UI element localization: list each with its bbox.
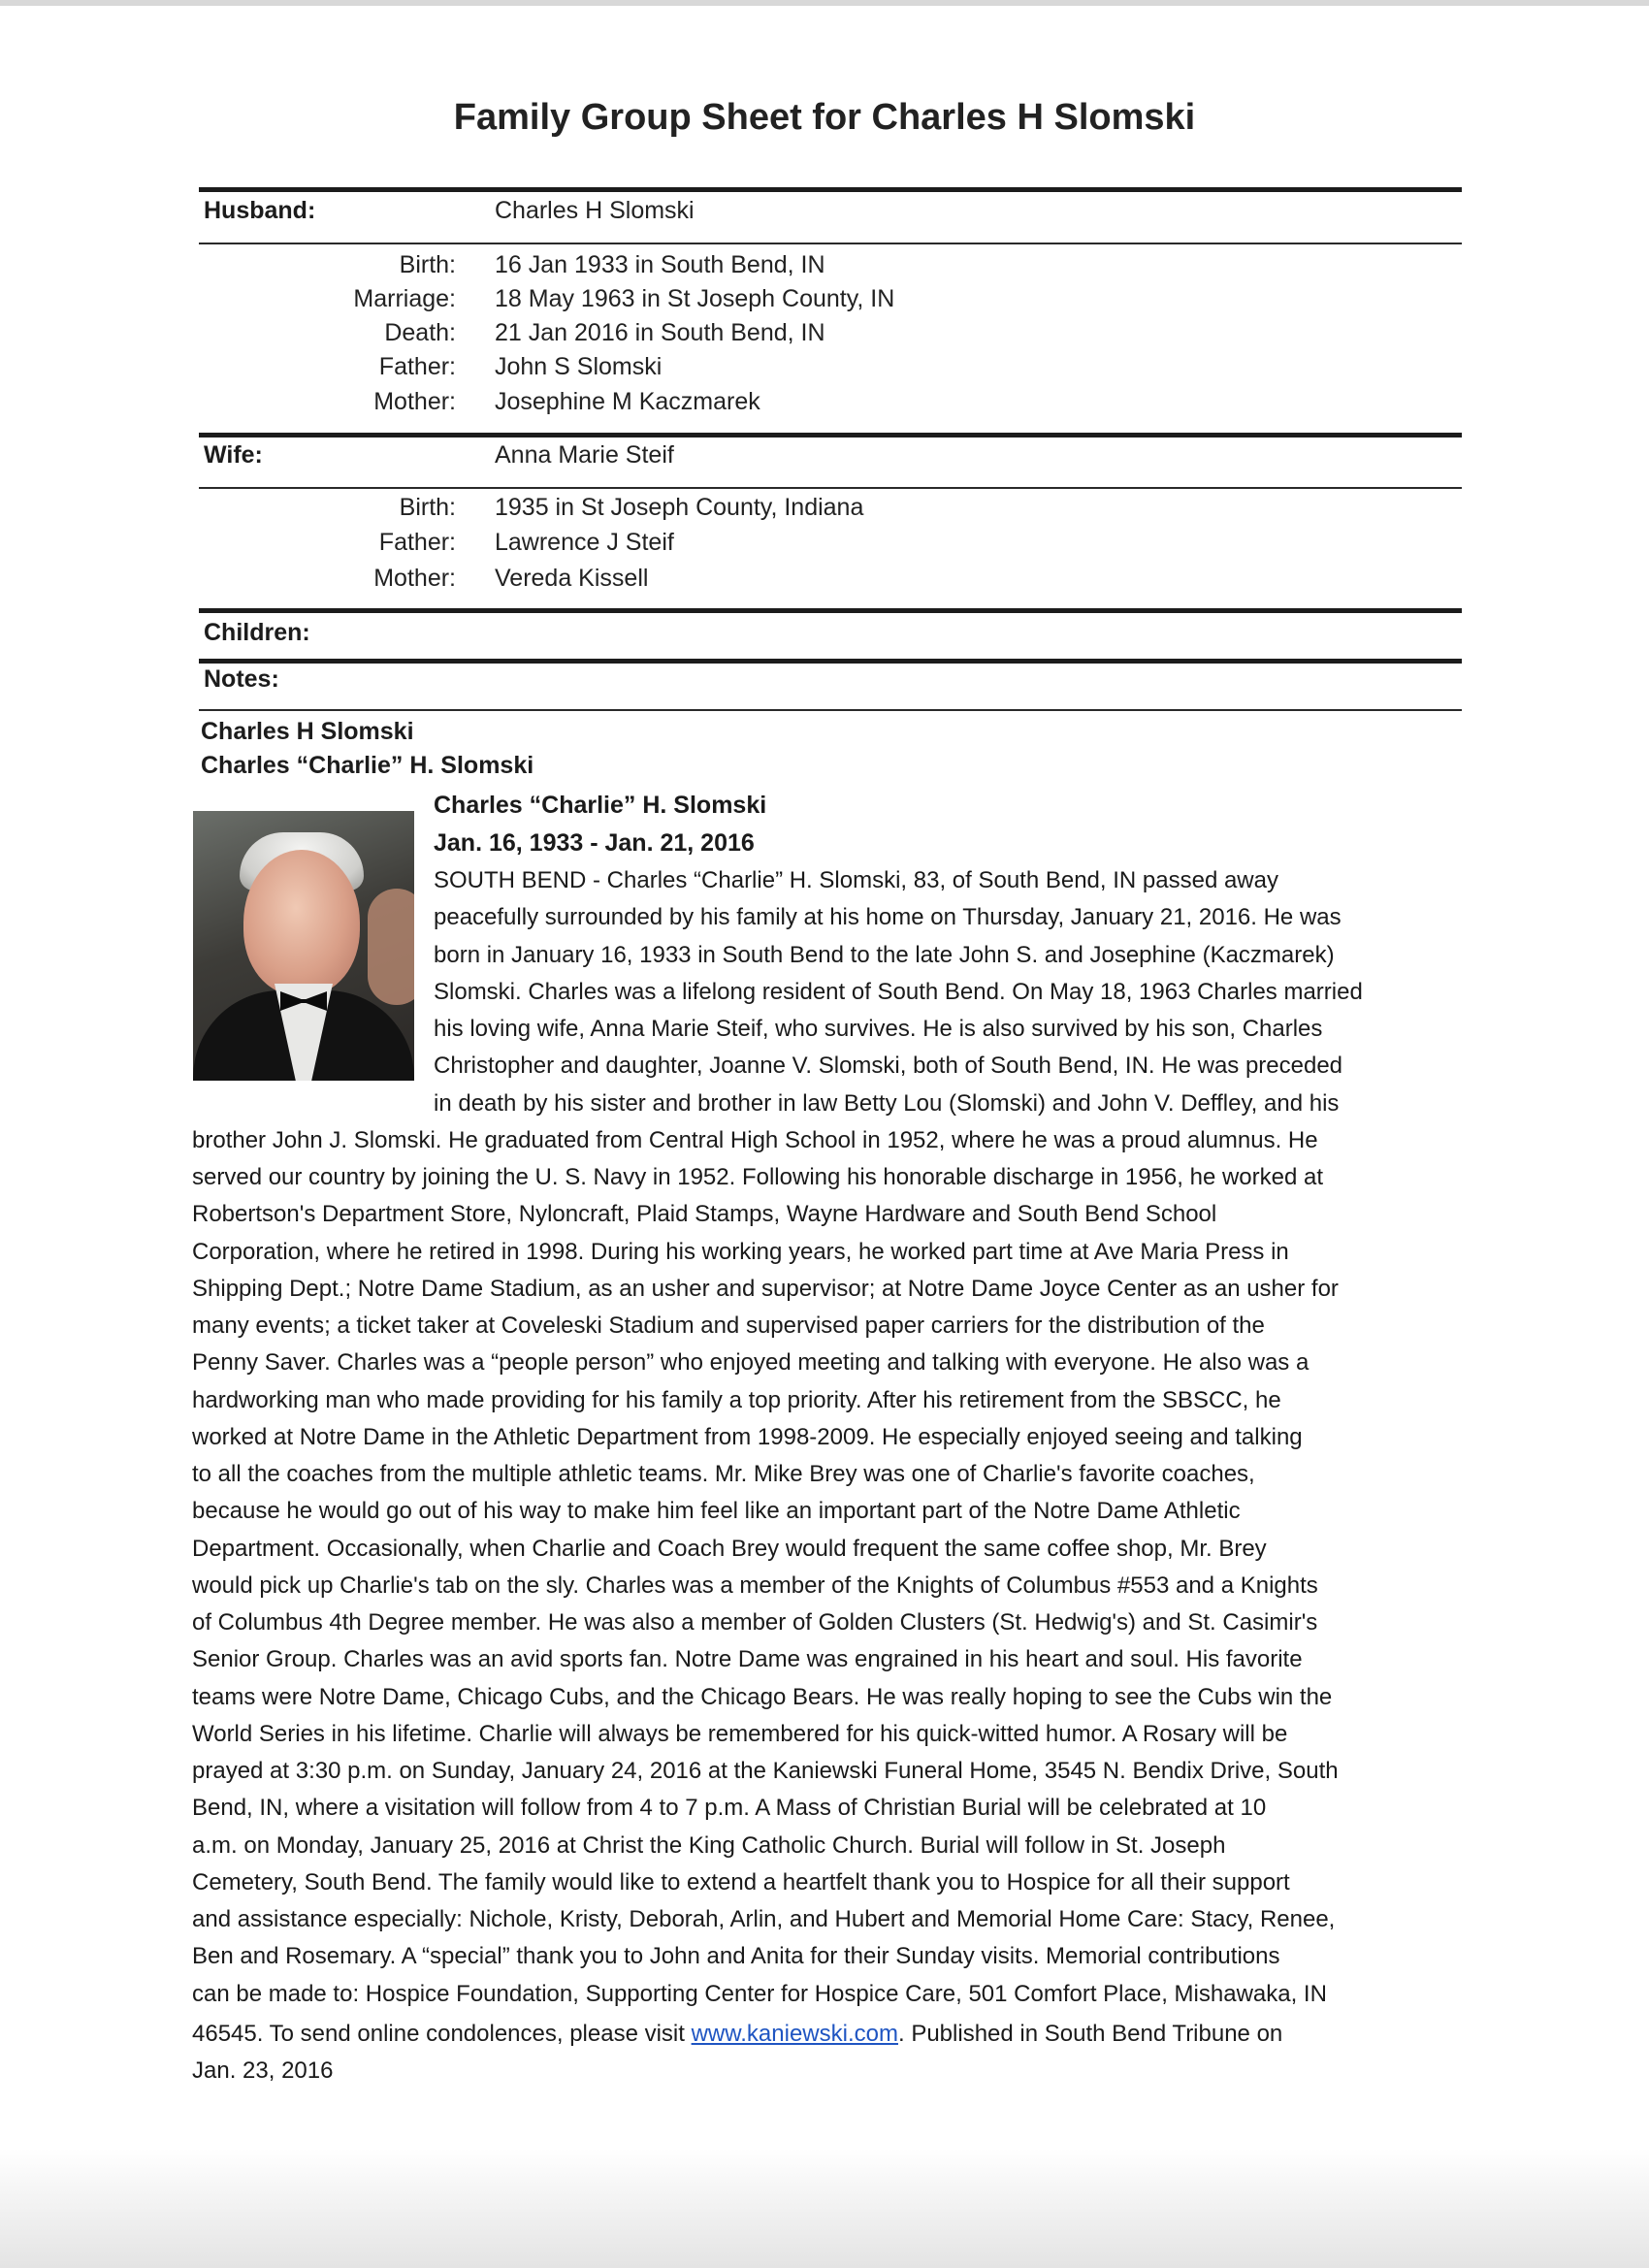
obituary-line: Robertson's Department Store, Nyloncraft, Plaid Stamps, Wayne Hardware and South Bend School [192, 1201, 1217, 1227]
obituary-line: can be made to: Hospice Foundation, Supporting Center for Hospice Care, 501 Comfort Place, Mishawaka, IN [192, 1981, 1327, 2007]
husband-birth-value: 16 Jan 1933 in South Bend, IN [495, 251, 825, 278]
obituary-line: of Columbus 4th Degree member. He was also a member of Golden Clusters (St. Hedwig's) and St. Casimir's [192, 1609, 1318, 1636]
obituary-line: hardworking man who made providing for his family a top priority. After his retirement from the SBSCC, he [192, 1387, 1281, 1413]
obituary-final-line: Jan. 23, 2016 [192, 2057, 334, 2084]
obituary-line: and assistance especially: Nichole, Kristy, Deborah, Arlin, and Hubert and Memorial Home Care: Stacy, Renee, [192, 1906, 1336, 1932]
obituary-line: many events; a ticket taker at Coveleski Stadium and supervised paper carriers for the distribution of the [192, 1312, 1265, 1339]
husband-mother-label: Mother: [373, 388, 456, 415]
obituary-line: Penny Saver. Charles was a “people person” who enjoyed meeting and talking with everyone. He also was a [192, 1349, 1310, 1376]
obituary-line: to all the coaches from the multiple athletic teams. Mr. Mike Brey was one of Charlie's favorite coaches, [192, 1461, 1255, 1487]
page-title: Family Group Sheet for Charles H Slomski [453, 97, 1196, 138]
obituary-dates: Jan. 16, 1933 - Jan. 21, 2016 [434, 829, 755, 857]
wife-name: Anna Marie Steif [495, 441, 674, 469]
husband-top-rule [199, 187, 1462, 192]
obituary-line: in death by his sister and brother in law Betty Lou (Slomski) and John V. Deffley, and his [434, 1090, 1340, 1117]
obituary-heading: Charles “Charlie” H. Slomski [434, 792, 767, 819]
notes-top-rule [199, 659, 1462, 664]
husband-bottom-rule [199, 243, 1462, 244]
obituary-line: Cemetery, South Bend. The family would like to extend a heartfelt thank you to Hospice for all their support [192, 1869, 1290, 1895]
obituary-line: a.m. on Monday, January 25, 2016 at Christ the King Catholic Church. Burial will follow in St. Joseph [192, 1832, 1226, 1859]
obituary-line: because he would go out of his way to make him feel like an important part of the Notre Dame Athletic [192, 1498, 1241, 1524]
wife-mother-value: Vereda Kissell [495, 565, 649, 592]
obituary-line: peacefully surrounded by his family at his home on Thursday, January 21, 2016. He was [434, 904, 1342, 930]
husband-mother-value: Josephine M Kaczmarek [495, 388, 760, 415]
husband-father-label: Father: [378, 353, 456, 380]
husband-death-label: Death: [384, 319, 456, 346]
children-top-rule [199, 608, 1462, 613]
obituary-line: Senior Group. Charles was an avid sports fan. Notre Dame was engrained in his heart and soul. His favorite [192, 1646, 1303, 1672]
scan-bottom-shadow [0, 2149, 1649, 2268]
obituary-line: worked at Notre Dame in the Athletic Department from 1998-2009. He especially enjoyed seeing and talking [192, 1424, 1303, 1450]
obituary-line: would pick up Charlie's tab on the sly. Charles was a member of the Knights of Columbus #553 and a Knights [192, 1572, 1318, 1599]
husband-label: Husband: [204, 197, 316, 224]
obituary-line: teams were Notre Dame, Chicago Cubs, and the Chicago Bears. He was really hoping to see the Cubs win the [192, 1684, 1333, 1710]
obituary-line: SOUTH BEND - Charles “Charlie” H. Slomski, 83, of South Bend, IN passed away [434, 867, 1278, 893]
obituary-line: served our country by joining the U. S. Navy in 1952. Following his honorable discharge in 1956, he worked at [192, 1164, 1324, 1190]
husband-birth-label: Birth: [399, 251, 456, 278]
obituary-line: born in January 16, 1933 in South Bend to the late John S. and Josephine (Kaczmarek) [434, 942, 1335, 968]
notes-heading-1: Charles H Slomski [201, 718, 414, 745]
wife-top-rule [199, 433, 1462, 437]
wife-birth-label: Birth: [399, 494, 456, 521]
notes-heading-2: Charles “Charlie” H. Slomski [201, 752, 534, 779]
obituary-line: Christopher and daughter, Joanne V. Slomski, both of South Bend, IN. He was preceded [434, 1053, 1343, 1079]
obituary-closing-line: 46545. To send online condolences, please visit www.kaniewski.com. Published in South Bend Tribune on [192, 2021, 1283, 2047]
portrait-photo [193, 811, 414, 1081]
obituary-line: Slomski. Charles was a lifelong resident of South Bend. On May 18, 1963 Charles married [434, 979, 1363, 1005]
obituary-line: Corporation, where he retired in 1998. During his working years, he worked part time at Ave Maria Press in [192, 1239, 1289, 1265]
notes-label: Notes: [204, 665, 279, 693]
obituary-line: Ben and Rosemary. A “special” thank you to John and Anita for their Sunday visits. Memorial contributions [192, 1943, 1280, 1969]
obituary-line: Bend, IN, where a visitation will follow from 4 to 7 p.m. A Mass of Christian Burial will be celebrated at 10 [192, 1795, 1267, 1821]
obituary-line: World Series in his lifetime. Charlie will always be remembered for his quick-witted humor. A Rosary will be [192, 1721, 1288, 1747]
obituary-line: Department. Occasionally, when Charlie and Coach Brey would frequent the same coffee shop, Mr. Brey [192, 1536, 1267, 1562]
obituary-line: Shipping Dept.; Notre Dame Stadium, as an usher and supervisor; at Notre Dame Joyce Center as an usher for [192, 1276, 1339, 1302]
wife-bottom-rule [199, 487, 1462, 489]
wife-mother-label: Mother: [373, 565, 456, 592]
notes-bottom-rule [199, 709, 1462, 711]
husband-marriage-label: Marriage: [353, 285, 456, 312]
wife-birth-value: 1935 in St Joseph County, Indiana [495, 494, 864, 521]
husband-name: Charles H Slomski [495, 197, 695, 224]
wife-father-label: Father: [378, 529, 456, 556]
husband-father-value: John S Slomski [495, 353, 663, 380]
children-label: Children: [204, 619, 310, 646]
husband-death-value: 21 Jan 2016 in South Bend, IN [495, 319, 825, 346]
obituary-line: brother John J. Slomski. He graduated from Central High School in 1952, where he was a proud alumnus. He [192, 1127, 1318, 1153]
obituary-line: his loving wife, Anna Marie Steif, who survives. He is also survived by his son, Charles [434, 1016, 1323, 1042]
wife-label: Wife: [204, 441, 263, 469]
scan-top-edge [0, 0, 1649, 6]
husband-marriage-value: 18 May 1963 in St Joseph County, IN [495, 285, 895, 312]
wife-father-value: Lawrence J Steif [495, 529, 674, 556]
obituary-line: prayed at 3:30 p.m. on Sunday, January 24, 2016 at the Kaniewski Funeral Home, 3545 N. Bendix Drive, South [192, 1758, 1339, 1784]
kaniewski-link[interactable]: www.kaniewski.com [691, 2021, 898, 2047]
